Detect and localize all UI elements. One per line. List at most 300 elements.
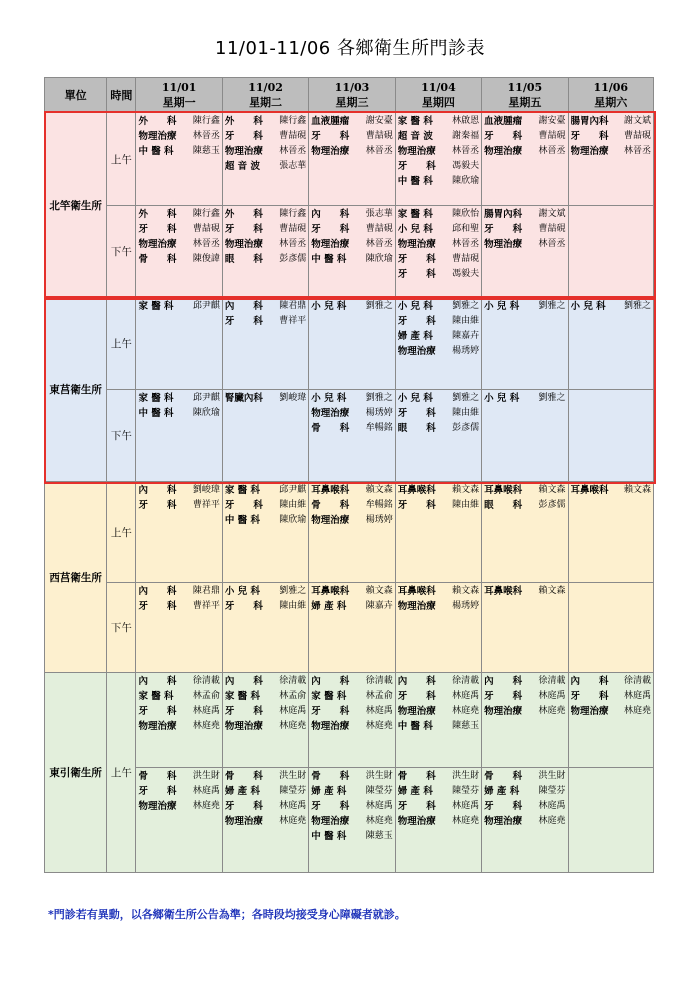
department: 超 音 波	[224, 161, 260, 172]
doctor-name: 洪生財	[192, 771, 220, 781]
schedule-cell	[482, 583, 568, 673]
department: 家 醫 科	[397, 209, 433, 220]
department: 骨 科	[224, 771, 263, 782]
clinic-entry	[138, 483, 219, 498]
department: 家 醫 科	[224, 691, 260, 702]
department: 牙 科	[397, 161, 436, 172]
day-weekday: 星期四	[421, 96, 455, 109]
doctor-name: 陳欣瑜	[279, 515, 307, 525]
department: 婦 產 科	[311, 601, 347, 612]
doctor-name: 陳行鑫	[279, 209, 307, 219]
schedule-cell	[482, 113, 568, 206]
doctor-name: 陳慈玉	[192, 146, 220, 156]
department: 耳鼻喉科	[484, 485, 523, 496]
doctor-name: 劉雅之	[538, 301, 566, 311]
schedule-cell	[309, 206, 395, 298]
footnote: *門診若有異動，以各鄉衛生所公告為準；各時段均接受身心障礙者就診。	[48, 908, 406, 921]
doctor-name: 陳瑩芬	[452, 786, 480, 796]
clinic-entry	[398, 391, 479, 406]
doctor-name: 楊琇婷	[365, 515, 393, 525]
doctor-name: 林晉丞	[279, 146, 307, 156]
clinic-entry	[311, 704, 392, 719]
clinic-entry	[311, 513, 392, 528]
session-time: 上午	[107, 673, 136, 873]
doctor-name: 林庭堯	[279, 816, 307, 826]
department: 腸胃內科	[484, 209, 523, 220]
clinic-entry	[225, 299, 306, 314]
department: 牙 科	[138, 706, 177, 717]
clinic-entry	[225, 114, 306, 129]
doctor-name: 張志華	[365, 209, 393, 219]
department: 物理治療	[224, 816, 263, 827]
clinic-entry	[484, 799, 565, 814]
department: 內 科	[138, 485, 177, 496]
doctor-name: 曹喆硯	[623, 131, 651, 141]
clinic-entry	[225, 207, 306, 222]
clinic-entry	[138, 498, 219, 513]
clinic-entry	[138, 129, 219, 144]
department: 骨 科	[311, 423, 350, 434]
clinic-entry	[138, 252, 219, 267]
clinic-name: 東莒衛生所	[45, 298, 107, 482]
doctor-name: 陳欣瑜	[452, 176, 480, 186]
schedule-cell	[136, 482, 222, 583]
clinic-entry	[484, 129, 565, 144]
schedule-cell	[482, 768, 568, 873]
schedule-row	[45, 583, 654, 673]
department: 內 科	[138, 676, 177, 687]
clinic-entry	[398, 784, 479, 799]
department: 中 醫 科	[311, 254, 347, 265]
department: 外 科	[138, 209, 177, 220]
doctor-name: 劉雅之	[452, 393, 480, 403]
department: 內 科	[397, 676, 436, 687]
doctor-name: 洪生財	[279, 771, 307, 781]
department: 物理治療	[138, 801, 177, 812]
department: 小 兒 科	[311, 393, 347, 404]
department: 中 醫 科	[138, 146, 174, 157]
department: 牙 科	[397, 269, 436, 280]
day-date: 11/02	[248, 81, 283, 94]
department: 耳鼻喉科	[311, 485, 350, 496]
clinic-entry	[484, 114, 565, 129]
doctor-name: 邱尹麒	[279, 485, 307, 495]
department: 家 醫 科	[138, 301, 174, 312]
table-header-row	[45, 78, 654, 113]
doctor-name: 牟暢銘	[365, 500, 393, 510]
doctor-name: 劉峻瑋	[192, 485, 220, 495]
clinic-entry	[484, 391, 565, 406]
schedule-cell	[222, 673, 308, 768]
clinic-entry	[138, 599, 219, 614]
doctor-name: 林晉丞	[279, 239, 307, 249]
doctor-name: 賴文森	[365, 485, 393, 495]
doctor-name: 謝安臺	[538, 116, 566, 126]
department: 牙 科	[311, 801, 350, 812]
department: 物理治療	[224, 721, 263, 732]
schedule-cell	[309, 298, 395, 390]
doctor-name: 陳欣怡	[452, 209, 480, 219]
clinic-entry	[398, 237, 479, 252]
day-header	[222, 78, 308, 113]
schedule-cell	[136, 768, 222, 873]
clinic-entry	[311, 829, 392, 844]
clinic-entry	[225, 814, 306, 829]
department: 內 科	[138, 586, 177, 597]
clinic-entry	[138, 769, 219, 784]
clinic-entry	[484, 498, 565, 513]
doctor-name: 林庭禹	[192, 786, 220, 796]
doctor-name: 徐清載	[452, 676, 480, 686]
session-time: 下午	[107, 583, 136, 673]
clinic-entry	[138, 406, 219, 421]
session-time: 下午	[107, 390, 136, 482]
department: 家 醫 科	[397, 116, 433, 127]
day-weekday: 星期五	[508, 96, 542, 109]
day-date: 11/05	[507, 81, 543, 94]
clinic-entry	[138, 207, 219, 222]
clinic-schedule-table	[44, 77, 654, 873]
clinic-entry	[225, 513, 306, 528]
doctor-name: 林庭堯	[452, 816, 480, 826]
department: 物理治療	[311, 239, 350, 250]
doctor-name: 徐清載	[192, 676, 220, 686]
clinic-entry	[311, 674, 392, 689]
doctor-name: 曹喆硯	[279, 131, 307, 141]
day-date: 11/06	[593, 81, 629, 94]
doctor-name: 陳欣瑜	[192, 408, 220, 418]
doctor-name: 林庭禹	[279, 801, 307, 811]
doctor-name: 劉雅之	[452, 301, 480, 311]
clinic-entry	[484, 222, 565, 237]
department: 骨 科	[138, 771, 177, 782]
department: 牙 科	[138, 224, 177, 235]
doctor-name: 曹喆硯	[538, 224, 566, 234]
department: 物理治療	[311, 721, 350, 732]
clinic-entry	[138, 719, 219, 734]
department: 牙 科	[484, 224, 523, 235]
department: 耳鼻喉科	[397, 485, 436, 496]
department: 內 科	[311, 676, 350, 687]
doctor-name: 楊琇婷	[452, 346, 480, 356]
clinic-entry	[398, 498, 479, 513]
doctor-name: 陳瑩芬	[279, 786, 307, 796]
doctor-name: 謝秦福	[452, 131, 480, 141]
clinic-entry	[398, 344, 479, 359]
clinic-entry	[138, 674, 219, 689]
department: 牙 科	[570, 691, 609, 702]
department: 物理治療	[397, 816, 436, 827]
doctor-name: 邱尹麒	[192, 301, 220, 311]
department: 牙 科	[484, 801, 523, 812]
doctor-name: 陳瑩芬	[538, 786, 566, 796]
doctor-name: 林晉丞	[452, 146, 480, 156]
department: 牙 科	[224, 316, 263, 327]
clinic-entry	[484, 704, 565, 719]
clinic-entry	[571, 129, 651, 144]
doctor-name: 林晉丞	[538, 146, 566, 156]
department: 小 兒 科	[570, 301, 606, 312]
clinic-name: 西莒衛生所	[45, 482, 107, 673]
doctor-name: 林啟恩	[452, 116, 480, 126]
session-time: 上午	[107, 298, 136, 390]
doctor-name: 林庭堯	[365, 816, 393, 826]
department: 婦 產 科	[311, 786, 347, 797]
doctor-name: 林庭禹	[452, 691, 480, 701]
clinic-entry	[138, 799, 219, 814]
department: 家 醫 科	[311, 691, 347, 702]
clinic-entry	[398, 174, 479, 189]
doctor-name: 劉峻瑋	[279, 393, 307, 403]
department: 內 科	[224, 301, 263, 312]
department: 小 兒 科	[397, 301, 433, 312]
schedule-cell	[395, 482, 481, 583]
department: 牙 科	[484, 691, 523, 702]
schedule-cell	[568, 298, 653, 390]
schedule-cell	[309, 583, 395, 673]
session-time: 下午	[107, 206, 136, 298]
clinic-entry	[484, 784, 565, 799]
department: 耳鼻喉科	[311, 586, 350, 597]
doctor-name: 謝文斌	[538, 209, 566, 219]
doctor-name: 陳君鼎	[279, 301, 307, 311]
doctor-name: 林晉丞	[192, 131, 220, 141]
clinic-entry	[138, 784, 219, 799]
doctor-name: 劉雅之	[365, 393, 393, 403]
doctor-name: 曹喆硯	[279, 224, 307, 234]
doctor-name: 林孟俞	[365, 691, 393, 701]
clinic-entry	[398, 129, 479, 144]
doctor-name: 林庭堯	[192, 721, 220, 731]
department: 骨 科	[138, 254, 177, 265]
clinic-entry	[138, 237, 219, 252]
clinic-entry	[311, 599, 392, 614]
department: 物理治療	[484, 816, 523, 827]
department: 超 音 波	[397, 131, 433, 142]
doctor-name: 洪生財	[538, 771, 566, 781]
department: 物理治療	[484, 146, 523, 157]
department: 物理治療	[397, 706, 436, 717]
department: 牙 科	[224, 601, 263, 612]
clinic-entry	[398, 207, 479, 222]
schedule-cell	[136, 113, 222, 206]
doctor-name: 林孟俞	[279, 691, 307, 701]
doctor-name: 徐清載	[279, 676, 307, 686]
doctor-name: 謝安臺	[365, 116, 393, 126]
clinic-entry	[138, 584, 219, 599]
department: 牙 科	[138, 786, 177, 797]
clinic-entry	[571, 704, 651, 719]
clinic-entry	[311, 207, 392, 222]
clinic-entry	[398, 689, 479, 704]
clinic-entry	[225, 689, 306, 704]
clinic-entry	[225, 719, 306, 734]
department: 外 科	[224, 116, 263, 127]
clinic-entry	[311, 498, 392, 513]
doctor-name: 徐清載	[365, 676, 393, 686]
schedule-cell	[222, 768, 308, 873]
schedule-cell	[482, 673, 568, 768]
clinic-entry	[311, 129, 392, 144]
clinic-entry	[225, 252, 306, 267]
clinic-entry	[311, 114, 392, 129]
doctor-name: 陳欣瑜	[365, 254, 393, 264]
doctor-name: 陳行鑫	[192, 209, 220, 219]
department: 物理治療	[311, 515, 350, 526]
doctor-name: 林庭禹	[623, 691, 651, 701]
doctor-name: 林晉丞	[365, 239, 393, 249]
day-weekday: 星期一	[162, 96, 196, 109]
department: 牙 科	[311, 706, 350, 717]
clinic-entry	[225, 799, 306, 814]
doctor-name: 楊琇婷	[365, 408, 393, 418]
schedule-cell	[136, 206, 222, 298]
clinic-entry	[398, 159, 479, 174]
clinic-entry	[311, 237, 392, 252]
clinic-entry	[225, 237, 306, 252]
doctor-name: 謝文斌	[623, 116, 651, 126]
clinic-entry	[225, 222, 306, 237]
doctor-name: 陳由維	[452, 408, 480, 418]
clinic-entry	[138, 222, 219, 237]
schedule-cell	[136, 673, 222, 768]
day-date: 11/01	[161, 81, 197, 94]
doctor-name: 曹喆硯	[365, 131, 393, 141]
unit-header: 單位	[45, 78, 107, 113]
clinic-entry	[138, 704, 219, 719]
department: 物理治療	[138, 239, 177, 250]
schedule-cell	[395, 206, 481, 298]
clinic-entry	[225, 144, 306, 159]
clinic-entry	[484, 207, 565, 222]
day-header	[482, 78, 568, 113]
department: 中 醫 科	[138, 408, 174, 419]
schedule-cell	[309, 768, 395, 873]
department: 內 科	[311, 209, 350, 220]
doctor-name: 楊琇婷	[452, 601, 480, 611]
clinic-entry	[398, 719, 479, 734]
department: 牙 科	[484, 131, 523, 142]
schedule-cell	[395, 583, 481, 673]
clinic-entry	[138, 391, 219, 406]
day-weekday: 星期三	[335, 96, 369, 109]
clinic-entry	[311, 483, 392, 498]
doctor-name: 林庭堯	[538, 706, 566, 716]
time-header: 時間	[107, 78, 136, 113]
schedule-cell	[222, 298, 308, 390]
doctor-name: 林晉丞	[192, 239, 220, 249]
doctor-name: 彭彥儒	[452, 423, 480, 433]
doctor-name: 林庭禹	[538, 801, 566, 811]
day-header	[395, 78, 481, 113]
department: 中 醫 科	[397, 721, 433, 732]
doctor-name: 曹喆硯	[365, 224, 393, 234]
doctor-name: 林晉丞	[452, 239, 480, 249]
doctor-name: 陳行鑫	[279, 116, 307, 126]
department: 耳鼻喉科	[484, 586, 523, 597]
doctor-name: 牟暢銘	[365, 423, 393, 433]
clinic-entry	[484, 144, 565, 159]
doctor-name: 林晉丞	[538, 239, 566, 249]
clinic-entry	[398, 299, 479, 314]
clinic-entry	[484, 769, 565, 784]
schedule-row	[45, 390, 654, 482]
clinic-entry	[138, 144, 219, 159]
clinic-entry	[225, 159, 306, 174]
clinic-entry	[398, 799, 479, 814]
clinic-entry	[225, 498, 306, 513]
department: 骨 科	[311, 771, 350, 782]
doctor-name: 林庭堯	[538, 816, 566, 826]
doctor-name: 陳由維	[279, 500, 307, 510]
department: 骨 科	[311, 500, 350, 511]
schedule-cell	[136, 298, 222, 390]
doctor-name: 洪生財	[365, 771, 393, 781]
department: 內 科	[570, 676, 609, 687]
doctor-name: 曹祥平	[279, 316, 307, 326]
department: 婦 產 科	[484, 786, 520, 797]
session-time: 上午	[107, 113, 136, 206]
department: 眼 科	[224, 254, 263, 265]
doctor-name: 林庭禹	[365, 801, 393, 811]
doctor-name: 陳由維	[452, 500, 480, 510]
clinic-entry	[571, 114, 651, 129]
clinic-entry	[398, 406, 479, 421]
clinic-entry	[311, 769, 392, 784]
schedule-cell	[309, 482, 395, 583]
schedule-cell	[222, 482, 308, 583]
schedule-cell	[568, 768, 653, 873]
department: 牙 科	[311, 224, 350, 235]
clinic-entry	[398, 222, 479, 237]
clinic-entry	[484, 584, 565, 599]
schedule-cell	[222, 206, 308, 298]
clinic-entry	[571, 299, 651, 314]
clinic-entry	[311, 299, 392, 314]
doctor-name: 賴文森	[452, 586, 480, 596]
department: 牙 科	[224, 224, 263, 235]
doctor-name: 曹祥平	[192, 601, 220, 611]
clinic-entry	[138, 299, 219, 314]
schedule-cell	[222, 583, 308, 673]
schedule-cell	[309, 390, 395, 482]
department: 物理治療	[138, 131, 177, 142]
department: 牙 科	[224, 131, 263, 142]
department: 腎臟內科	[224, 393, 263, 404]
department: 物理治療	[224, 239, 263, 250]
clinic-entry	[398, 584, 479, 599]
schedule-row	[45, 206, 654, 298]
department: 小 兒 科	[397, 393, 433, 404]
clinic-entry	[484, 814, 565, 829]
schedule-cell	[568, 390, 653, 482]
doctor-name: 劉雅之	[538, 393, 566, 403]
doctor-name: 林庭堯	[365, 721, 393, 731]
clinic-entry	[225, 584, 306, 599]
doctor-name: 林庭禹	[538, 691, 566, 701]
doctor-name: 曹喆硯	[452, 254, 480, 264]
department: 中 醫 科	[397, 176, 433, 187]
department: 中 醫 科	[311, 831, 347, 842]
clinic-entry	[398, 329, 479, 344]
department: 腸胃內科	[570, 116, 609, 127]
clinic-entry	[398, 769, 479, 784]
schedule-cell	[395, 673, 481, 768]
doctor-name: 曹祥平	[192, 500, 220, 510]
doctor-name: 賴文森	[538, 485, 566, 495]
doctor-name: 馮毅夫	[452, 269, 480, 279]
clinic-entry	[311, 719, 392, 734]
